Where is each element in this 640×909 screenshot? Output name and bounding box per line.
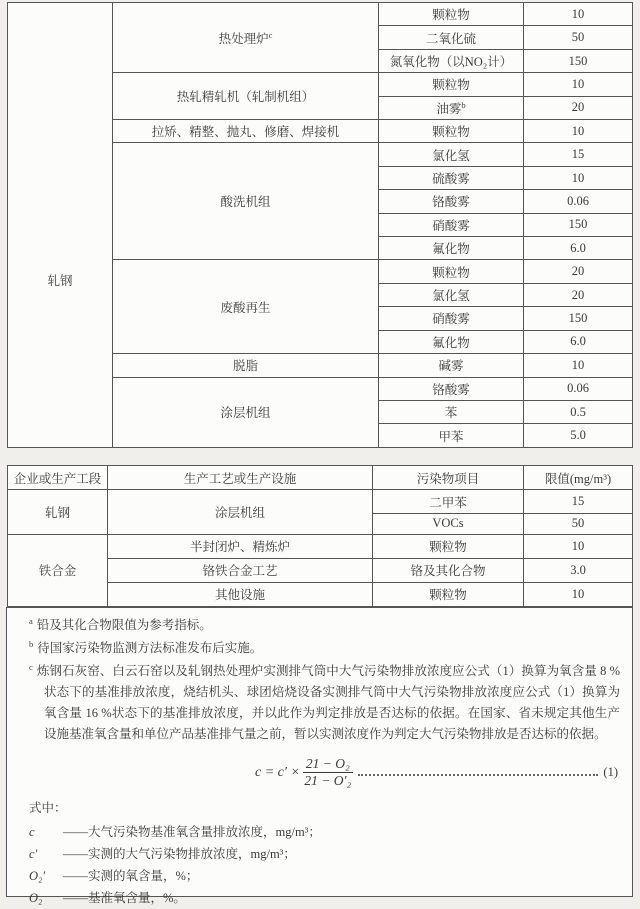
limit-cell: 10 bbox=[524, 73, 633, 96]
dotted-leader bbox=[358, 774, 599, 776]
pollutant-cell: 二氧化硫 bbox=[379, 26, 524, 49]
limit-cell: 20 bbox=[524, 96, 633, 119]
equipment-cell: 铬铁合金工艺 bbox=[108, 558, 373, 582]
pollutant-cell: 颗粒物 bbox=[373, 582, 524, 606]
pollutant-cell: 颗粒物 bbox=[379, 3, 524, 26]
legend-desc: ——大气污染物基准氧含量排放浓度，mg/m³； bbox=[63, 825, 321, 839]
limit-cell: 150 bbox=[524, 307, 633, 330]
pollutant-cell: 氯化氢 bbox=[379, 283, 524, 306]
limit-cell: 6.0 bbox=[524, 237, 633, 260]
pollutant-cell: 颗粒物 bbox=[373, 534, 524, 558]
limit-cell: 50 bbox=[524, 514, 633, 534]
table-row bbox=[8, 490, 633, 514]
equipment-cell: 涂层机组 bbox=[113, 377, 379, 448]
pollutant-cell: 氟化物 bbox=[379, 330, 524, 353]
emission-limits-table bbox=[7, 465, 633, 607]
segment-cell bbox=[8, 3, 113, 448]
formula-1 bbox=[29, 756, 618, 789]
equipment-cell: 脱脂 bbox=[113, 354, 379, 377]
legend-symbol: O₂ bbox=[29, 891, 43, 905]
limit-cell: 10 bbox=[524, 120, 633, 143]
emission-limits-table-continued bbox=[7, 2, 633, 448]
equipment-cell: 酸洗机组 bbox=[113, 143, 379, 260]
limit-cell: 20 bbox=[524, 260, 633, 283]
equipment-cell: 热轧精轧机（轧制机组） bbox=[113, 73, 379, 120]
pollutant-cell: 硝酸雾 bbox=[379, 213, 524, 236]
header-process: 生产工艺或生产设施 bbox=[108, 466, 373, 490]
limit-cell: 15 bbox=[524, 490, 633, 514]
equipment-cell: 半封闭炉、精炼炉 bbox=[108, 534, 373, 558]
limit-cell: 15 bbox=[524, 143, 633, 166]
header-row bbox=[8, 466, 633, 490]
limit-cell: 10 bbox=[524, 354, 633, 377]
legend-desc: ——实测的氧含量，%； bbox=[63, 869, 199, 883]
footnote-marker: c bbox=[29, 661, 33, 672]
footnote-c: $^c$ 炼钢石灰窑、白云石窑以及轧钢热处理炉实测排气筒中大气污染物排放浓度应公式（1）换算为氧含量 8 %状态下的基准排放浓度，烧结机头、球团焙烧设备实测排气筒中大气污染物排放浓度应公式（1）换算为氧含量 16 %状态下的基准排放浓度，并以此作为判定排放是否达标的依据。在国家、省未规定其他生产设施基准氧含量和单位产品基准排气量之前，暂以实测浓度作为判定大气污染物排放是否达标的依据。 bbox=[29, 661, 620, 741]
pollutant-cell: 苯 bbox=[379, 400, 524, 423]
limit-cell: 10 bbox=[524, 534, 633, 558]
legend-symbol: c bbox=[29, 825, 35, 839]
limit-cell: 0.06 bbox=[524, 377, 633, 400]
legend-title: 式中： bbox=[29, 801, 67, 815]
limit-cell: 20 bbox=[524, 283, 633, 306]
pollutant-cell: 油雾$^b$ bbox=[379, 96, 524, 119]
footnote-b: $^b$ 待国家污染物监测方法标准发布后实施。 bbox=[29, 638, 263, 655]
segment-label: 轧钢 bbox=[47, 274, 73, 288]
limit-cell: 5.0 bbox=[524, 424, 633, 448]
pollutant-cell: 铬酸雾 bbox=[379, 377, 524, 400]
limit-cell: 0.06 bbox=[524, 190, 633, 213]
pollutant-cell: VOCs bbox=[373, 514, 524, 534]
legend-item bbox=[29, 821, 620, 843]
header-limit: 限值(mg/m³) bbox=[524, 466, 633, 490]
footnote-marker: c bbox=[268, 29, 273, 40]
limit-cell: 50 bbox=[524, 26, 633, 49]
legend-item bbox=[29, 843, 620, 865]
equipment-cell: 涂层机组 bbox=[108, 490, 373, 534]
segment-cell: 轧钢 bbox=[8, 490, 108, 534]
pollutant-cell: 颗粒物 bbox=[379, 120, 524, 143]
equipment-cell: 拉矫、精整、抛丸、修磨、焊接机 bbox=[113, 120, 379, 143]
limit-cell: 0.5 bbox=[524, 400, 633, 423]
pollutant-cell: 氮氧化物（以NO₂计） bbox=[379, 49, 524, 72]
pollutant-cell: 碱雾 bbox=[379, 354, 524, 377]
formula-equation: c = c′ × $\frac{\text{21 − O₂}}{\text{21 − O′₂}}$ bbox=[255, 756, 352, 788]
footnote-a: $^a$ 铅及其化合物限值为参考指标。 bbox=[29, 615, 212, 632]
table-row bbox=[8, 3, 633, 26]
limit-cell: 10 bbox=[524, 166, 633, 189]
limit-cell: 3.0 bbox=[524, 558, 633, 582]
footnotes-box bbox=[6, 607, 633, 905]
header-segment: 企业或生产工段 bbox=[8, 466, 108, 490]
footnote-marker: a bbox=[29, 615, 33, 626]
pollutant-cell: 二甲苯 bbox=[373, 490, 524, 514]
pollutant-cell: 甲苯 bbox=[379, 424, 524, 448]
pollutant-cell: 铬及其化合物 bbox=[373, 558, 524, 582]
pollutant-cell: 硫酸雾 bbox=[379, 166, 524, 189]
legend-desc: ——基准氧含量，%。 bbox=[63, 891, 186, 905]
pollutant-cell: 颗粒物 bbox=[379, 260, 524, 283]
limit-cell: 6.0 bbox=[524, 330, 633, 353]
pollutant-cell: 氯化氢 bbox=[379, 143, 524, 166]
legend-symbol: c′ bbox=[29, 847, 38, 861]
formula-fraction: $\frac{\text{21 − O₂}}{\text{21 − O′₂}}$ bbox=[304, 756, 352, 788]
pollutant-cell: 铬酸雾 bbox=[379, 190, 524, 213]
header-pollutant: 污染物项目 bbox=[373, 466, 524, 490]
pollutant-cell: 氟化物 bbox=[379, 237, 524, 260]
footnote-marker: b bbox=[461, 99, 466, 110]
legend-item bbox=[29, 887, 620, 909]
equipment-cell: 废酸再生 bbox=[113, 260, 379, 354]
formula-number: (1) bbox=[603, 765, 618, 779]
pollutant-cell: 硝酸雾 bbox=[379, 307, 524, 330]
table-row bbox=[8, 534, 633, 558]
footnote-marker: b bbox=[29, 638, 34, 649]
legend-item bbox=[29, 865, 620, 887]
legend-symbol: O₂′ bbox=[29, 869, 46, 883]
legend-desc: ——实测的大气污染物排放浓度，mg/m³； bbox=[63, 847, 296, 861]
segment-cell: 铁合金 bbox=[8, 534, 108, 606]
pollutant-cell: 颗粒物 bbox=[379, 73, 524, 96]
equipment-cell: 热处理炉$^c$ bbox=[113, 3, 379, 73]
limit-cell: 10 bbox=[524, 3, 633, 26]
equipment-cell: 其他设施 bbox=[108, 582, 373, 606]
limit-cell: 10 bbox=[524, 582, 633, 606]
limit-cell: 150 bbox=[524, 49, 633, 72]
limit-cell: 150 bbox=[524, 213, 633, 236]
